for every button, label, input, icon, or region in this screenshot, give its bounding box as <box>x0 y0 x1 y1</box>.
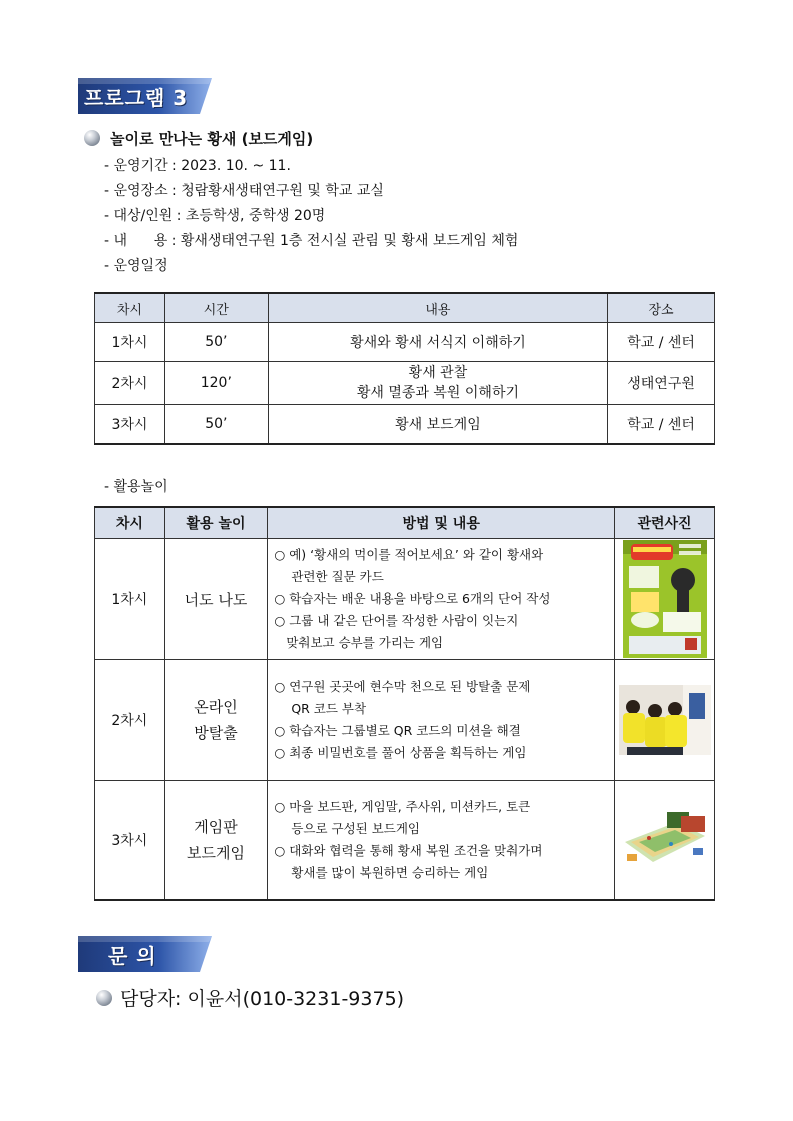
description-line: 등으로 구성된 보드게임 <box>291 821 421 836</box>
schedule-place: 학교 / 센터 <box>608 405 715 445</box>
activity-label: - 활용놀이 <box>104 479 168 495</box>
schedule-header-content: 내용 <box>268 293 607 323</box>
description-line: ○ 학습자는 그룹별로 QR 코드의 미션을 해결 <box>274 723 521 738</box>
description-line: ○ 대화와 협력을 통해 황새 복원 조건을 맞춰가며 <box>274 843 543 858</box>
info-period: - 운영기간 : 2023. 10. ~ 11. <box>104 158 291 174</box>
bullet-icon <box>84 130 100 146</box>
description-line: ○ 최종 비밀번호를 풀어 상품을 획득하는 게임 <box>274 745 527 760</box>
schedule-content <box>268 362 607 405</box>
schedule-time: 120’ <box>164 362 268 405</box>
info-location: - 운영장소 : 청람황새생태연구원 및 학교 교실 <box>104 183 384 199</box>
schedule-content-line: 황새 멸종과 복원 이해하기 <box>356 385 519 401</box>
board-game-photo <box>619 808 711 872</box>
schedule-session: 3차시 <box>95 405 165 445</box>
schedule-row <box>95 405 715 445</box>
schedule-header-row <box>95 293 715 323</box>
program-banner-title: 프로그램 3 <box>84 85 189 110</box>
activity-description <box>268 660 615 781</box>
activity-row <box>95 539 715 660</box>
info-schedule-label: - 운영일정 <box>104 258 168 274</box>
section-title: 놀이로 만나는 황새 (보드게임) <box>110 130 314 148</box>
activity-description <box>268 539 615 660</box>
activity-header-method: 방법 및 내용 <box>268 507 615 539</box>
activity-table <box>94 506 715 901</box>
description-line: 관련한 질문 카드 <box>291 569 384 584</box>
activity-header-row <box>95 507 715 539</box>
description-line: ○ 마을 보드판, 게임말, 주사위, 미션카드, 토큰 <box>274 799 531 814</box>
description-line: ○ 학습자는 배운 내용을 바탕으로 6개의 단어 작성 <box>274 591 551 606</box>
activity-game-line: 너도 나도 <box>184 590 248 609</box>
schedule-table <box>94 292 715 445</box>
card-game-box-photo <box>623 540 707 658</box>
activity-game-line: 보드게임 <box>187 844 245 862</box>
activity-photo-cell <box>615 781 715 901</box>
schedule-content: 황새와 황새 서식지 이해하기 <box>268 323 607 362</box>
program-banner <box>78 78 212 114</box>
info-target: - 대상/인원 : 초등학생, 중학생 20명 <box>104 208 326 224</box>
inquiry-banner-title: 문 의 <box>108 943 157 968</box>
schedule-place: 생태연구원 <box>608 362 715 405</box>
description-line: ○ 연구원 곳곳에 현수막 천으로 된 방탈출 문제 <box>274 679 531 694</box>
schedule-row <box>95 323 715 362</box>
activity-photo-cell <box>615 539 715 660</box>
activity-session: 1차시 <box>95 539 165 660</box>
activity-game-line: 온라인 <box>194 698 238 716</box>
activity-row <box>95 781 715 901</box>
schedule-session: 1차시 <box>95 323 165 362</box>
schedule-time: 50’ <box>164 405 268 445</box>
bullet-icon <box>96 990 112 1006</box>
schedule-content: 황새 보드게임 <box>268 405 607 445</box>
activity-header-game: 활용 놀이 <box>164 507 268 539</box>
activity-session: 3차시 <box>95 781 165 901</box>
description-line: ○ 그룹 내 같은 단어를 작성한 사람이 잇는지 <box>274 613 519 628</box>
description-line: 황새를 많이 복원하면 승리하는 게임 <box>291 865 489 880</box>
contact-info: 담당자: 이윤서(010-3231-9375) <box>120 988 405 1010</box>
description-line: QR 코드 부착 <box>291 701 367 716</box>
schedule-header-time: 시간 <box>164 293 268 323</box>
description-line: ○ 예) ‘황새의 먹이를 적어보세요’ 와 같이 황새와 <box>274 547 544 562</box>
activity-game-line: 방탈출 <box>194 724 238 742</box>
activity-description <box>268 781 615 901</box>
activity-game <box>164 660 268 781</box>
schedule-session: 2차시 <box>95 362 165 405</box>
activity-game <box>164 539 268 660</box>
activity-header-session: 차시 <box>95 507 165 539</box>
info-content: - 내 용 : 황새생태연구원 1층 전시실 관림 및 황새 보드게임 체험 <box>104 233 519 249</box>
activity-game <box>164 781 268 901</box>
activity-game-line: 게임판 <box>194 818 238 836</box>
schedule-content-line: 황새 관찰 <box>408 365 468 381</box>
schedule-time: 50’ <box>164 323 268 362</box>
schedule-row <box>95 362 715 405</box>
activity-session: 2차시 <box>95 660 165 781</box>
schedule-header-session: 차시 <box>95 293 165 323</box>
schedule-header-place: 장소 <box>608 293 715 323</box>
description-line: 맞춰보고 승부를 가리는 게임 <box>286 635 444 650</box>
students-escape-room-photo <box>619 685 711 755</box>
inquiry-banner <box>78 936 212 972</box>
activity-photo-cell <box>615 660 715 781</box>
program-info <box>104 154 518 279</box>
activity-row <box>95 660 715 781</box>
activity-header-photo: 관련사진 <box>615 507 715 539</box>
schedule-place: 학교 / 센터 <box>608 323 715 362</box>
